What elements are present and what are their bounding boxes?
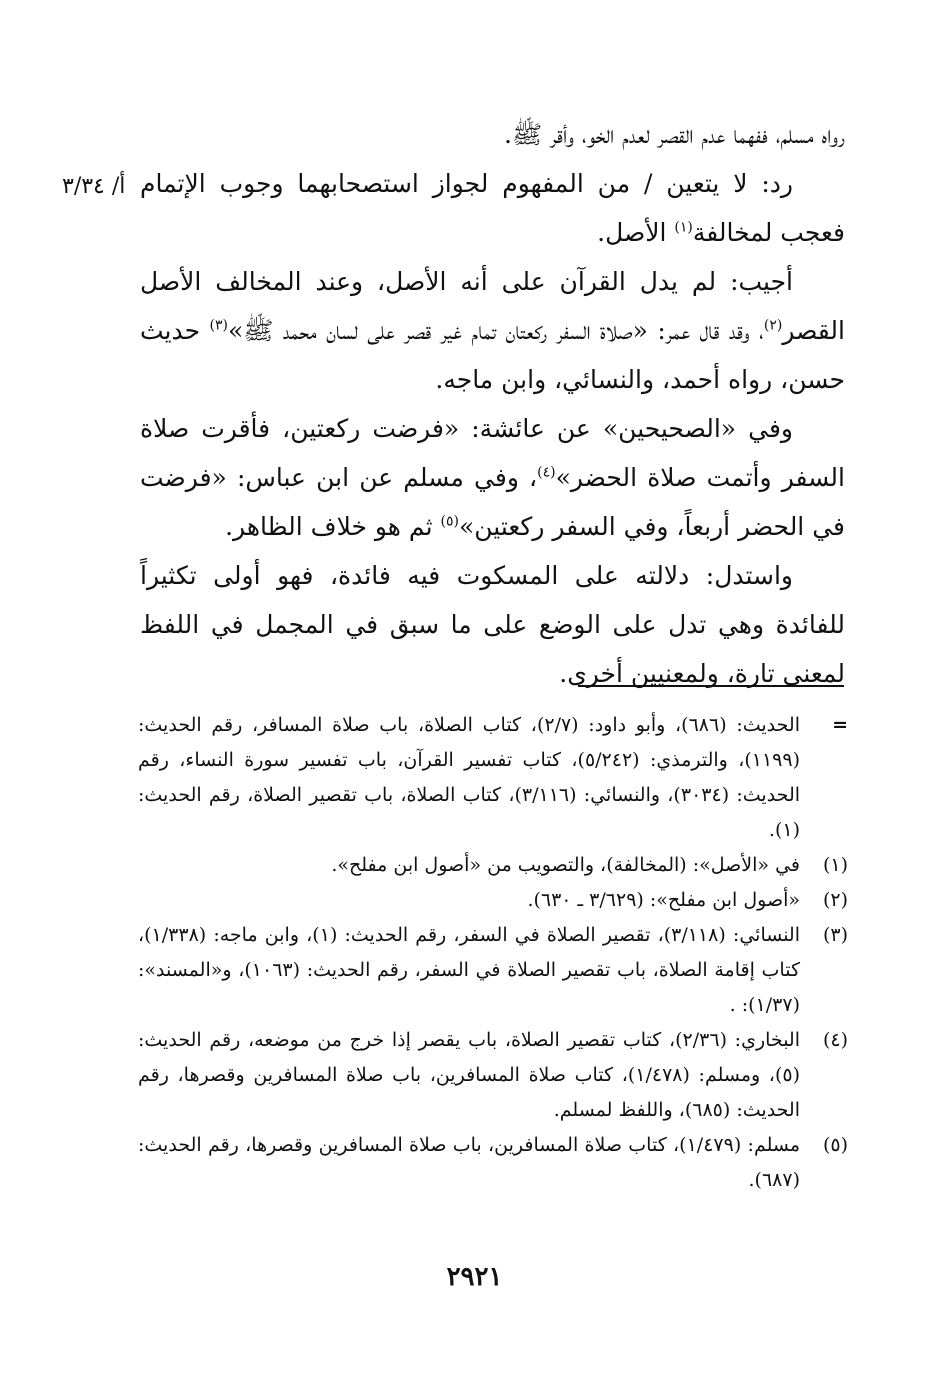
paragraph-5-text: واستدل: دلالته على المسكوت فيه فائدة، فهو أولى تكثيراً للفائدة وهي تدل على الوضع على ما سبق في المجمل في اللفظ لمعنى تارة، ولمعنيين أخرى. xyxy=(140,561,846,688)
paragraph-3-text-a: أجيب: لم يدل القرآن على أنه الأصل، وعند المخالف الأصل القصر xyxy=(140,267,845,345)
paragraph-2-text-a: رد: لا يتعين / من المفهوم لجواز استصحابهما وجوب الإتمام فعجب لمخالفة xyxy=(140,169,845,247)
footnote-text: النسائي: (٣/١١٨)، تقصير الصلاة في السفر، رقم الحديث: (١)، وابن ماجه: (١/٣٣٨)، كتاب إقامة الصلاة، باب تقصير الصلاة في السفر، رقم الحديث: (١٠٦٣)، و«المسند»: (١/٣٧): . xyxy=(138,924,800,1016)
footnotes xyxy=(138,708,848,1198)
paragraph-4-text-c: ثم هو خلاف الظاهر. xyxy=(225,512,441,541)
footnote-continuation xyxy=(138,708,848,848)
footnote-1 xyxy=(138,848,848,883)
paragraph-3-text-c: حديث حسن، رواه أحمد، والنسائي، وابن ماجه. xyxy=(140,316,845,394)
paragraph-2-text-b: الأصل. xyxy=(597,218,675,247)
footnote-3 xyxy=(138,918,848,1023)
footnote-text: البخاري: (٢/٣٦)، كتاب تقصير الصلاة، باب يقصر إذا خرج من موضعه، رقم الحديث: (٥)، ومسلم: (١/٤٧٨)، كتاب صلاة المسافرين، باب صلاة المسافرين وقصرها، رقم الحديث: (٦٨٥)، واللفظ لمسلم. xyxy=(138,1029,800,1121)
footnote-number: (٤) xyxy=(822,1029,848,1051)
page-number: ٢٩٢١ xyxy=(446,1262,503,1292)
footnote-separator xyxy=(578,685,844,687)
footnote-ref-1[interactable]: (١) xyxy=(674,219,693,236)
paragraph-4 xyxy=(140,404,845,551)
paragraph-3-text-b: ، وقد قال عمر: «صلاة السفر ركعتان تمام غير قصر على لسان محمد ﷺ» xyxy=(227,316,764,345)
footnote-number: (١) xyxy=(822,854,848,876)
paragraph-3 xyxy=(140,257,845,404)
paragraph-2 xyxy=(140,159,845,257)
footnote-2 xyxy=(138,883,848,918)
footnote-ref-3[interactable]: (٣) xyxy=(209,317,228,334)
main-text xyxy=(140,110,845,698)
footnote-number: (٥) xyxy=(822,1134,848,1156)
footnote-4 xyxy=(138,1023,848,1128)
footnote-text: مسلم: (١/٤٧٩)، كتاب صلاة المسافرين، باب صلاة المسافرين وقصرها، رقم الحديث: (٦٨٧). xyxy=(138,1134,801,1191)
footnote-5 xyxy=(138,1128,848,1198)
manuscript-folio-reference: أ/ ٣/٣٤ xyxy=(62,174,126,199)
footnote-number: (٣) xyxy=(822,924,848,946)
footnote-ref-5[interactable]: (٥) xyxy=(440,513,459,530)
paragraph-5 xyxy=(140,551,845,698)
footnote-ref-4[interactable]: (٤) xyxy=(537,464,556,481)
paragraph-1 xyxy=(140,110,845,159)
paragraph-4-text-b: ، وفي مسلم عن ابن عباس: «فرضت في الحضر أربعاً، وفي السفر ركعتين» xyxy=(140,463,845,541)
footnote-number: (٢) xyxy=(822,889,848,911)
paragraph-4-text-a: وفي «الصحيحين» عن عائشة: «فرضت ركعتين، فأقرت صلاة السفر وأتمت صلاة الحضر» xyxy=(140,414,845,492)
paragraph-1-text: رواه مسلم، ففهما عدم القصر لعدم الخو، وأقر ﷺ. xyxy=(504,120,845,149)
footnote-text: «أصول ابن مفلح»: (٣/٦٢٩ ـ ٦٣٠). xyxy=(527,889,800,911)
footnote-continuation-text: الحديث: (٦٨٦)، وأبو داود: (٢/٧)، كتاب الصلاة، باب صلاة المسافر، رقم الحديث: (١١٩٩)، والترمذي: (٥/٢٤٢)، كتاب تفسير القرآن، باب تفسير سورة النساء، رقم الحديث: (٣٠٣٤)، والنسائي: (٣/١١٦)، كتاب الصلاة، باب تقصير الصلاة، رقم الحديث: (١). xyxy=(138,714,801,841)
footnote-text: في «الأصل»: (المخالفة)، والتصويب من «أصول ابن مفلح». xyxy=(331,854,800,876)
footnote-ref-2[interactable]: (٢) xyxy=(763,317,783,334)
continuation-mark: = xyxy=(832,714,848,736)
